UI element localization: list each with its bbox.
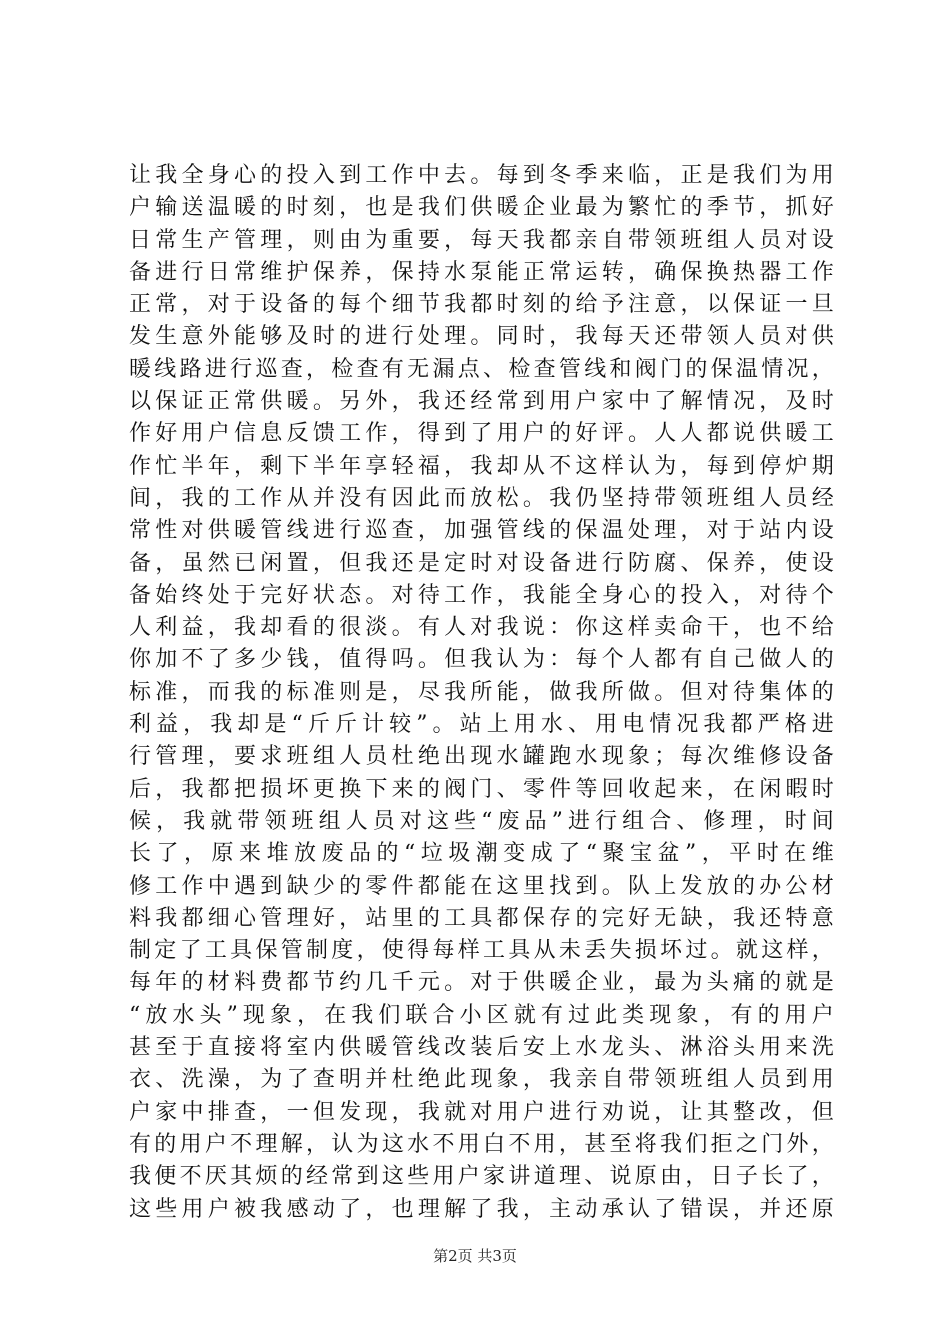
text-line: 行管理，要求班组人员杜绝出现水罐跑水现象；每次维修设备	[129, 744, 834, 770]
text-line: 这些用户被我感动了，也理解了我，主动承认了错误，并还原	[129, 1196, 834, 1222]
text-line: 户输送温暖的时刻，也是我们供暖企业最为繁忙的季节，抓好	[129, 195, 834, 221]
text-line: 户家中排查，一但发现，我就对用户进行劝说，让其整改，但	[129, 1099, 834, 1125]
text-line: 以保证正常供暖。另外，我还经常到用户家中了解情况，及时	[129, 389, 834, 415]
text-line: 料我都细心管理好，站里的工具都保存的完好无缺，我还特意	[129, 905, 834, 931]
text-line: 标准，而我的标准则是，尽我所能，做我所做。但对待集体的	[129, 679, 834, 705]
text-line: 后，我都把损坏更换下来的阀门、零件等回收起来，在闲暇时	[129, 776, 834, 802]
text-line: 间，我的工作从并没有因此而放松。我仍坚持带领班组人员经	[129, 485, 834, 511]
text-line: 候，我就带领班组人员对这些“废品”进行组合、修理，时间	[129, 808, 834, 834]
text-line: 日常生产管理，则由为重要，每天我都亲自带领班组人员对设	[129, 227, 834, 253]
text-line: 让我全身心的投入到工作中去。每到冬季来临，正是我们为用	[129, 163, 834, 188]
body-paragraph	[129, 160, 834, 1226]
text-line: 备进行日常维护保养，保持水泵能正常运转，确保换热器工作	[129, 259, 834, 285]
text-line: 我便不厌其烦的经常到这些用户家讲道理、说原由，日子长了，	[129, 1164, 834, 1190]
text-line: 常性对供暖管线进行巡查，加强管线的保温处理，对于站内设	[129, 518, 834, 544]
text-line: 修工作中遇到缺少的零件都能在这里找到。队上发放的办公材	[129, 873, 834, 899]
text-line: 利益，我却是“斤斤计较”。站上用水、用电情况我都严格进	[129, 712, 834, 738]
text-line: 你加不了多少钱，值得吗。但我认为：每个人都有自己做人的	[129, 647, 834, 673]
text-line: 衣、洗澡，为了查明并杜绝此现象，我亲自带领班组人员到用	[129, 1067, 834, 1093]
text-line: 有的用户不理解，认为这水不用白不用，甚至将我们拒之门外，	[129, 1131, 834, 1157]
text-line: 制定了工具保管制度，使得每样工具从未丢失损坏过。就这样，	[129, 938, 834, 964]
text-line: 作忙半年，剩下半年享轻福，我却从不这样认为，每到停炉期	[129, 453, 834, 479]
text-line: 人利益，我却看的很淡。有人对我说：你这样卖命干，也不给	[129, 615, 834, 641]
text-line: 备始终处于完好状态。对待工作，我能全身心的投入，对待个	[129, 582, 834, 608]
text-line: 作好用户信息反馈工作，得到了用户的好评。人人都说供暖工	[129, 421, 834, 447]
text-line: 暖线路进行巡查，检查有无漏点、检查管线和阀门的保温情况，	[129, 356, 834, 382]
text-line: 发生意外能够及时的进行处理。同时，我每天还带领人员对供	[129, 324, 834, 350]
text-line: “放水头”现象，在我们联合小区就有过此类现象，有的用户	[129, 1002, 834, 1028]
text-line: 备，虽然已闲置，但我还是定时对设备进行防腐、保养，使设	[129, 550, 834, 576]
text-line: 甚至于直接将室内供暖管线改装后安上水龙头、淋浴头用来洗	[129, 1035, 834, 1061]
text-line: 正常，对于设备的每个细节我都时刻的给予注意，以保证一旦	[129, 292, 834, 318]
text-line: 每年的材料费都节约几千元。对于供暖企业，最为头痛的就是	[129, 970, 834, 996]
page-footer: 第2页 共3页	[433, 1247, 517, 1265]
text-line: 长了，原来堆放废品的“垃圾潮变成了“聚宝盆”，平时在维	[129, 841, 834, 867]
